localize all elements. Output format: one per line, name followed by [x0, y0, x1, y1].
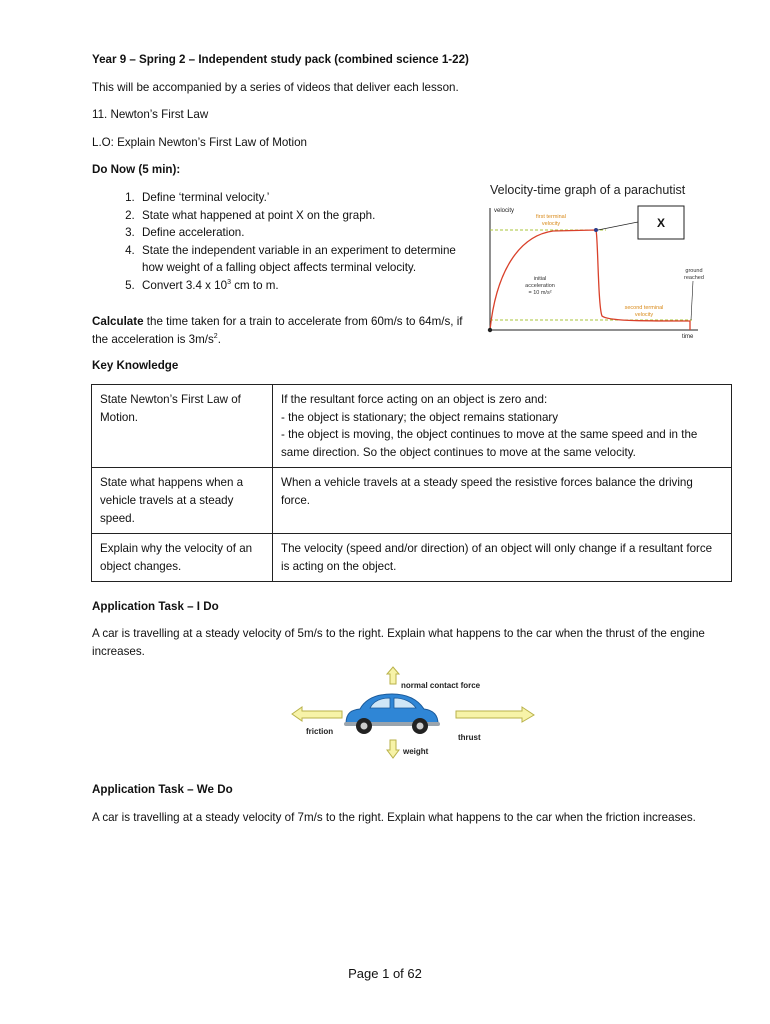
car-icon — [344, 694, 440, 734]
answer-line: The velocity (speed and/or direction) of an object will only change if a resultant force is acting on the object. — [281, 542, 713, 573]
weight-arrow — [387, 740, 399, 758]
key-knowledge-table — [91, 384, 732, 582]
do-now-heading: Do Now (5 min): — [92, 163, 181, 176]
list-item: 3. Define acceleration. — [138, 224, 468, 242]
origin-marker — [488, 328, 492, 332]
normal-force-label: normal contact force — [401, 681, 481, 690]
car-force-diagram — [286, 666, 546, 762]
initial-accel-label-3: = 10 m/s² — [528, 290, 552, 296]
initial-accel-label-1: initial — [533, 276, 547, 282]
i-do-heading: Application Task – I Do — [92, 600, 219, 613]
table-cell-question: State Newton’s First Law of Motion. — [92, 385, 273, 468]
table-cell-question: State what happens when a vehicle travels at a steady speed. — [92, 468, 273, 534]
list-item: 4. State the independent variable in an experiment to determine how weight of a falling object affects terminal velocity. — [138, 242, 468, 277]
velocity-curve — [490, 230, 690, 330]
table-row — [92, 385, 732, 468]
table-cell-question: Explain why the velocity of an object changes. — [92, 534, 273, 582]
graph-title: Velocity-time graph of a parachutist — [490, 183, 686, 197]
list-item: 1. Define ‘terminal velocity.’ — [138, 189, 468, 207]
table-cell-answer — [273, 385, 732, 468]
friction-label: friction — [306, 727, 334, 736]
answer-line: If the resultant force acting on an object is zero and: — [281, 393, 548, 406]
point-x-marker — [594, 228, 598, 232]
we-do-text: A car is travelling at a steady velocity of 7m/s to the right. Explain what happens to the car when the friction increases. — [92, 811, 696, 824]
answer-line: - the object is stationary; the object remains stationary — [281, 410, 559, 424]
x-pointer-line — [598, 222, 638, 230]
ground-label-2: reached — [684, 275, 704, 281]
answer-line: - the object is moving, the object continues to move at the same speed and in the same direction. So the object continues to move at the same velocity. — [281, 428, 698, 459]
intro-text: This will be accompanied by a series of videos that deliver each lesson. — [92, 81, 459, 94]
i-do-text: A car is travelling at a steady velocity of 5m/s to the right. Explain what happens to the car when the thrust of the engine increases. — [92, 627, 705, 658]
thrust-arrow — [456, 707, 534, 722]
first-terminal-label-2: velocity — [541, 221, 561, 227]
weight-label: weight — [403, 747, 429, 756]
velocity-time-graph — [478, 178, 728, 348]
list-item: 2. State what happened at point X on the graph. — [138, 207, 468, 225]
friction-arrow — [292, 707, 342, 721]
table-row — [92, 534, 732, 582]
table-cell-answer — [273, 534, 732, 582]
normal-force-arrow — [387, 667, 399, 684]
second-terminal-label-1: second terminal — [624, 305, 664, 311]
do-now-list — [92, 189, 468, 295]
we-do-heading: Application Task – We Do — [92, 783, 233, 796]
document-title: Year 9 – Spring 2 – Independent study pack (combined science 1-22) — [92, 53, 469, 66]
calculate-question: Calculate the time taken for a train to accelerate from 60m/s to 64m/s, if the acceleration is $3m/s^2$. — [92, 315, 463, 346]
ground-label-1: ground — [685, 268, 703, 274]
x-box-label: X — [656, 216, 666, 230]
y-axis-label: velocity — [494, 208, 515, 214]
thrust-label: thrust — [458, 733, 481, 742]
initial-accel-label-2: acceleration — [525, 283, 555, 289]
x-axis-label: time — [682, 334, 694, 340]
table-row — [92, 468, 732, 534]
page-number: Page 1 of 62 — [348, 966, 422, 981]
first-terminal-label-1: first terminal — [536, 214, 566, 220]
answer-line: When a vehicle travels at a steady speed the resistive forces balance the driving force. — [281, 476, 693, 507]
table-cell-answer — [273, 468, 732, 534]
key-knowledge-heading: Key Knowledge — [92, 359, 179, 372]
lesson-title: 11. Newton’s First Law — [92, 108, 209, 121]
second-terminal-label-2: velocity — [634, 312, 654, 318]
ground-pointer-line — [691, 281, 693, 320]
list-item: 5. Convert 3.4 x $10^3$ cm to m. — [138, 277, 468, 295]
learning-objective: L.O: Explain Newton’s First Law of Motion — [92, 136, 308, 149]
